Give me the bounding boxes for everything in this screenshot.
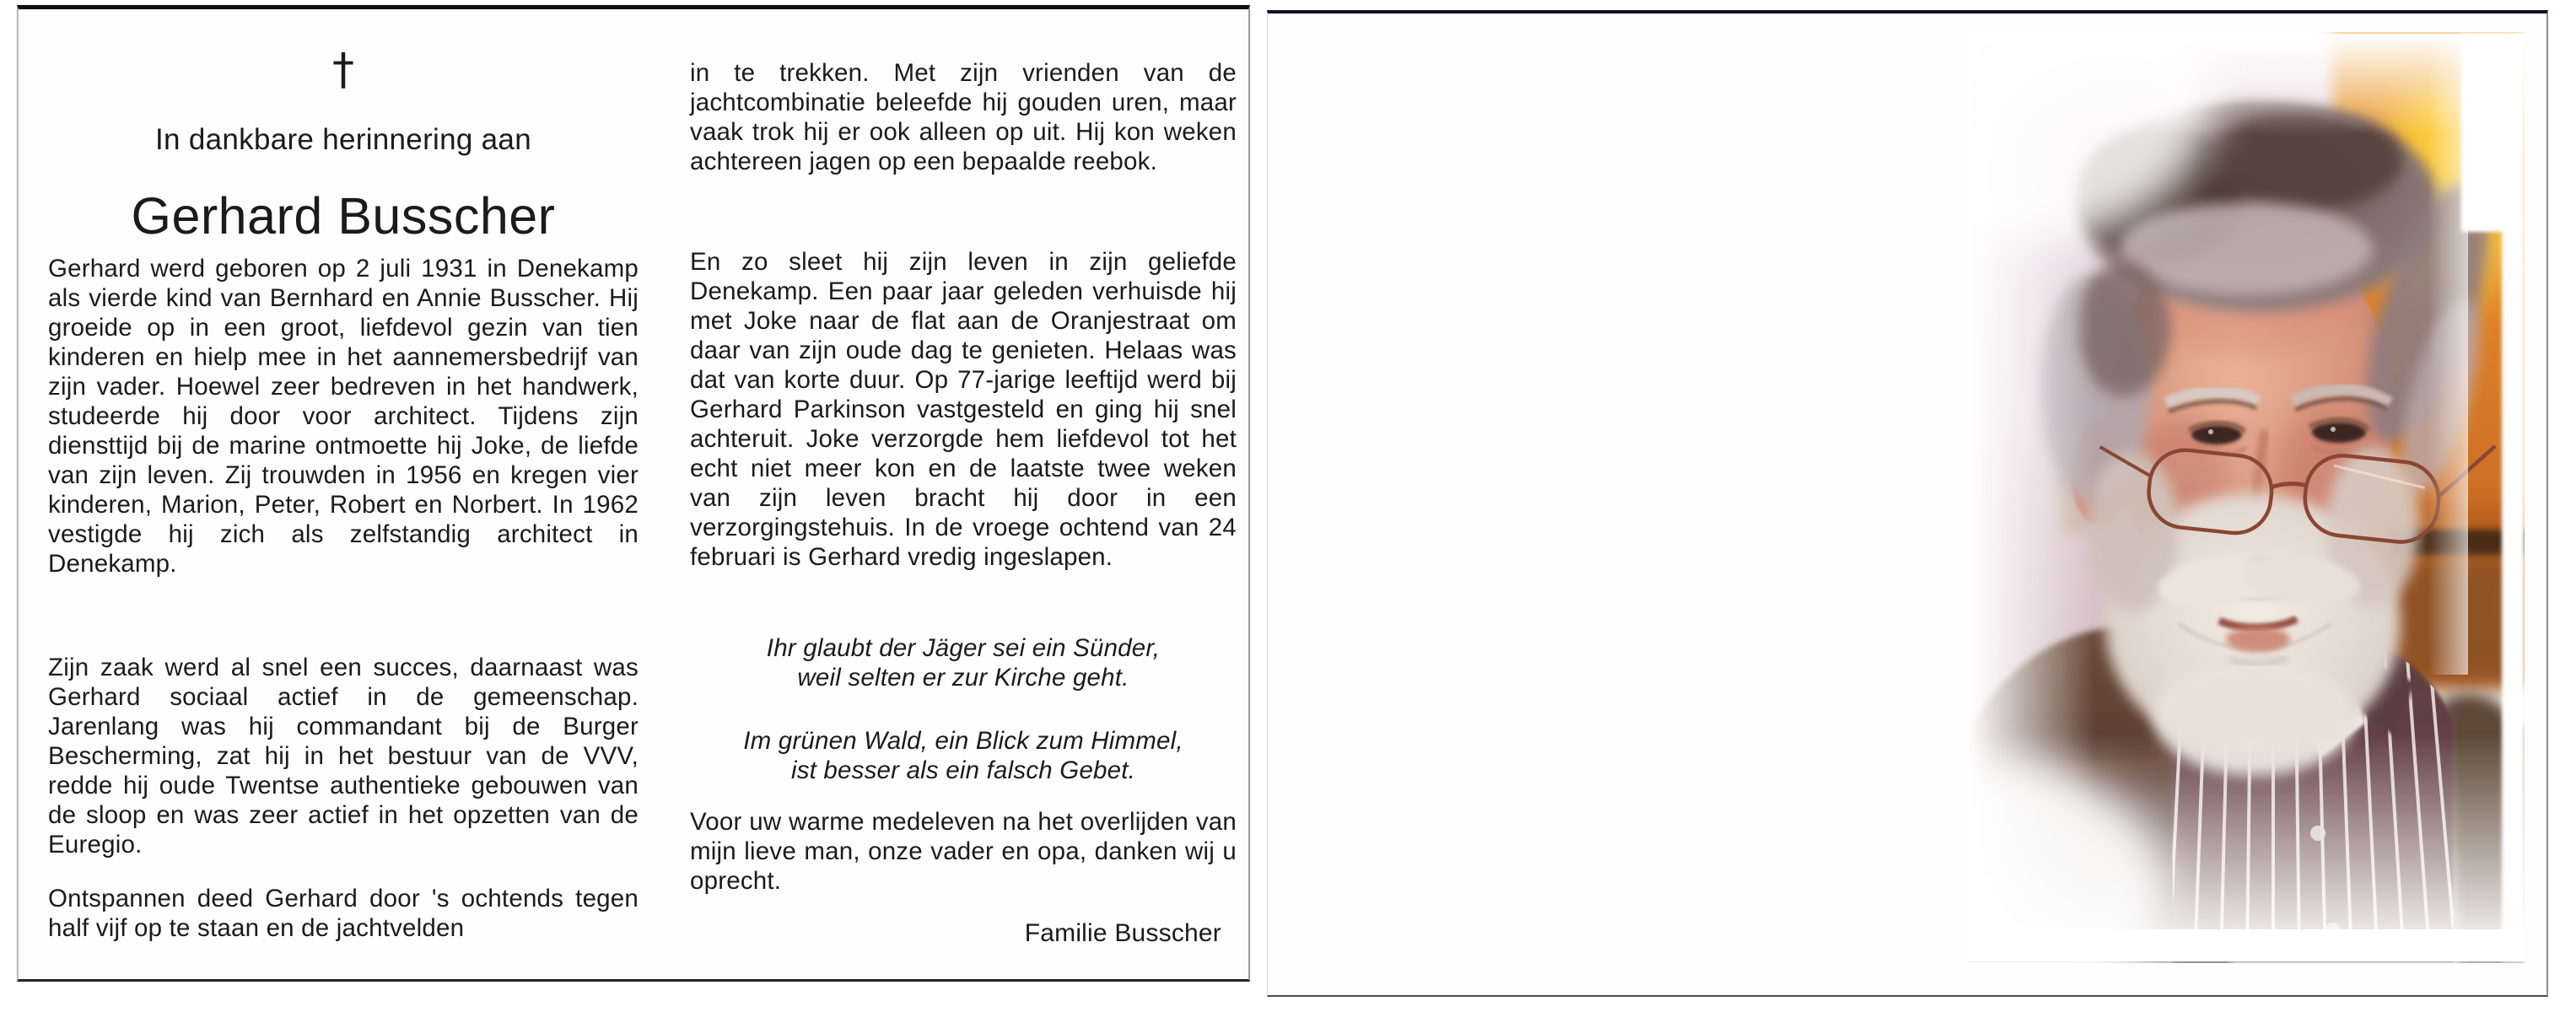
biography-paragraph: Ontspannen deed Gerhard door 's ochtends tegen half vijf op te staan en de jachtvelden <box>48 885 639 942</box>
portrait-photo <box>1968 32 2525 963</box>
hunter-quote-2 <box>690 726 1237 785</box>
quote-line: Ihr glaubt der Jäger sei ein Sünder, <box>766 634 1161 662</box>
quote-line: weil selten er zur Kirche geht. <box>797 664 1129 692</box>
quote-line: Im grünen Wald, ein Blick zum Himmel, <box>743 727 1183 755</box>
biography-paragraph: En zo sleet hij zijn leven in zijn geliefde Denekamp. Een paar jaar geleden verhuisde hij met Joke naar de flat aan de Oranjestraat om daar van zijn oude dag te genieten. Helaas was dat van korte duur. Op 77-jarige leeftijd werd bij Gerhard Parkinson vastgesteld en ging hij snel achteruit. Joke verzorgde hem liefdevol tot het echt niet meer kon en de laatste twee weken van zijn leven bracht hij door in een verzorgingstehuis. In de vroege ochtend van 24 februari is Gerhard vredig ingeslapen. <box>690 248 1237 571</box>
text-column-right <box>690 9 1237 979</box>
biography-paragraph: Zijn zaak werd al snel een succes, daarnaast was Gerhard sociaal actief in de gemeenschap. Jarenlang was hij commandant bij de Burger Bescherming, zat hij in het bestuur van de VVV, redde hij oude Twentse authentieke gebouwen van de sloop en was zeer actief in het opzetten van de Euregio. <box>48 654 639 859</box>
memorial-card-photo-page <box>1267 10 2548 997</box>
biography-paragraph: in te trekken. Met zijn vrienden van de jachtcombinatie beleefde hij gouden uren, maar vaak trok hij er ook alleen op uit. Hij kon weken achtereen jagen op een bepaalde reebok. <box>690 59 1237 175</box>
intro-line: In dankbare herinnering aan <box>155 123 531 156</box>
family-signature: Familie Busscher <box>1024 919 1221 947</box>
cross-icon: † <box>332 45 354 95</box>
deceased-name: Gerhard Busscher <box>131 187 556 245</box>
acknowledgement-paragraph: Voor uw warme medeleven na het overlijden van mijn lieve man, onze vader en opa, danken wij u oprecht. <box>690 808 1237 895</box>
biography-paragraph: Gerhard werd geboren op 2 juli 1931 in Denekamp als vierde kind van Bernhard en Annie Busscher. Hij groeide op in een groot, liefdevol gezin van tien kinderen en hielp mee in het aannemersbedrijf van zijn vader. Hoewel zeer bedreven in het handwerk, studeerde hij door voor architect. Tijdens zijn diensttijd bij de marine ontmoette hij Joke, de liefde van zijn leven. Zij trouwden in 1956 en kregen vier kinderen, Marion, Peter, Robert en Norbert. In 1962 vestigde hij zich als zelfstandig architect in Denekamp. <box>48 255 639 578</box>
memorial-card-text-page <box>17 5 1250 982</box>
quote-line: ist besser als ein falsch Gebet. <box>790 756 1136 784</box>
hunter-quote-1 <box>690 633 1237 692</box>
text-column-left <box>48 9 639 979</box>
